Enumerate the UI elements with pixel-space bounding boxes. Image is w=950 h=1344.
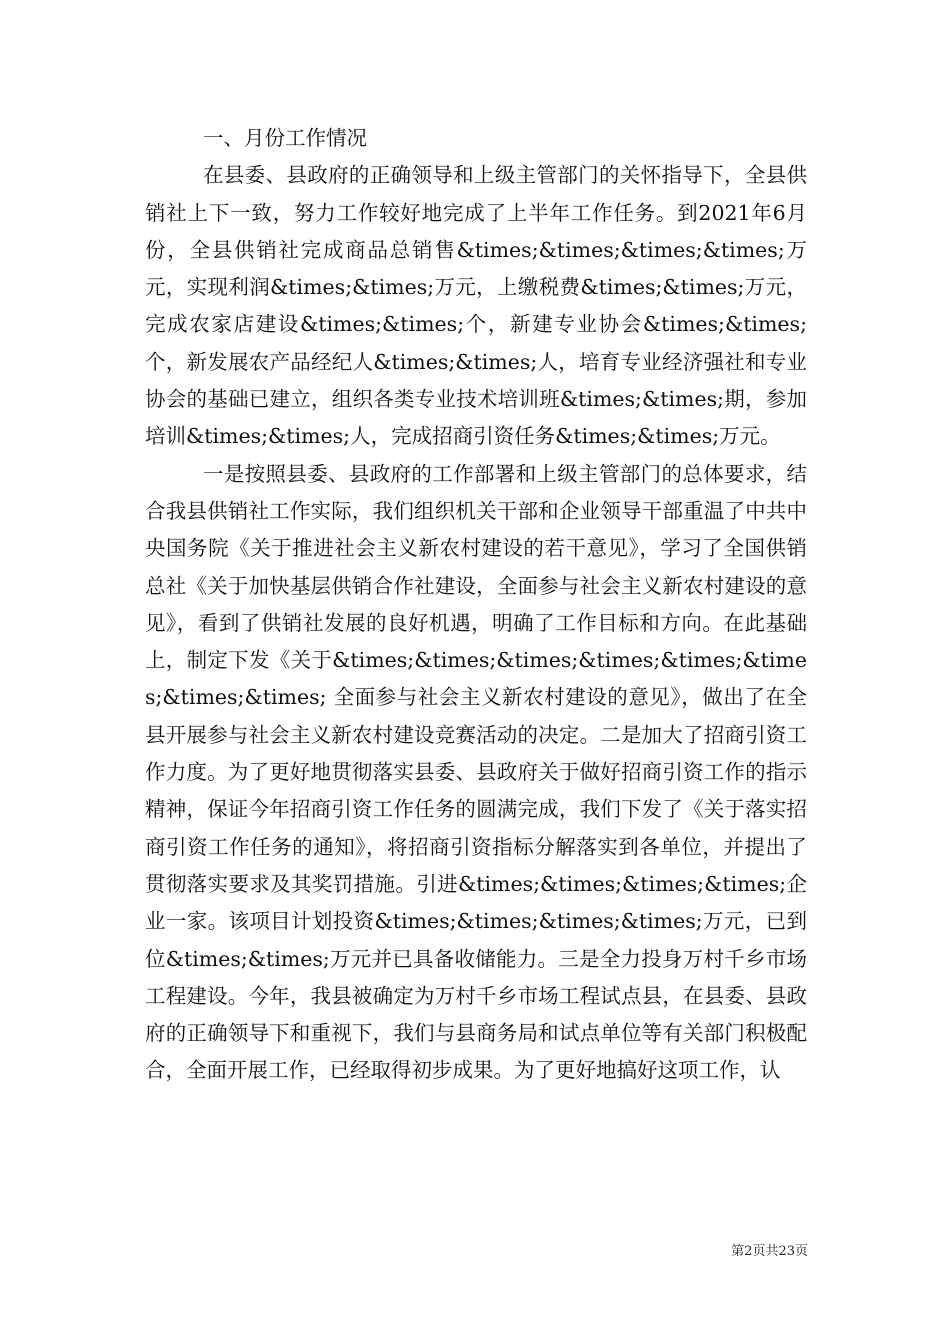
paragraph-summary: 在县委、县政府的正确领导和上级主管部门的关怀指导下，全县供销社上下一致，努力工作较好地完成了上半年工作任务。到2021年6月份，全县供销社完成商品总销售&times;&times;&times;&times;万元，实现利润&times;&times;万元，上缴税费&times;&times;万元，完成农家店建设&times;&times;个，新建专业协会&times;&times;个，新发展农产品经纪人&times;&times;人，培育专业经济强社和专业协会的基础已建立，组织各类专业技术培训班&times;&times;期，参加培训&times;&times;人，完成招商引资任务&times;&times;万元。 (145, 163, 807, 449)
paragraph-details: 一是按照县委、县政府的工作部署和上级主管部门的总体要求，结合我县供销社工作实际，我们组织机关干部和企业领导干部重温了中共中央国务院《关于推进社会主义新农村建设的若干意见》，学习了全国供销总社《关于加快基层供销合作社建设，全面参与社会主义新农村建设的意见》，看到了供销社发展的良好机遇，明确了工作目标和方向。在此基础上，制定下发《关于&times;&times;&times;&times;&times;&times;&times;&times; 全面参与社会主义新农村建设的意见》，做出了在全县开展参与社会主义新农村建设竞赛活动的决定。二是加大了招商引资工作力度。为了更好地贯彻落实县委、县政府关于做好招商引资工作的指示精神，保证今年招商引资工作任务的圆满完成，我们下发了《关于落实招商引资工作任务的通知》，将招商引资指标分解落实到各单位，并提出了贯彻落实要求及其奖罚措施。引进&times;&times;&times;&times;企业一家。该项目计划投资&times;&times;&times;&times;万元，已到位&times;&times;万元并已具备收储能力。三是全力投身万村千乡市场工程建设。今年，我县被确定为万村千乡市场工程试点县，在县委、县政府的正确领导下和重视下，我们与县商务局和试点单位等有关部门积极配合，全面开展工作，已经取得初步成果。为了更好地搞好这项工作，认 (145, 461, 807, 1083)
page-number-footer: 第2页共23页 (731, 1244, 808, 1259)
section-heading: 一、月份工作情况 (203, 126, 367, 150)
document-body (145, 120, 807, 1090)
